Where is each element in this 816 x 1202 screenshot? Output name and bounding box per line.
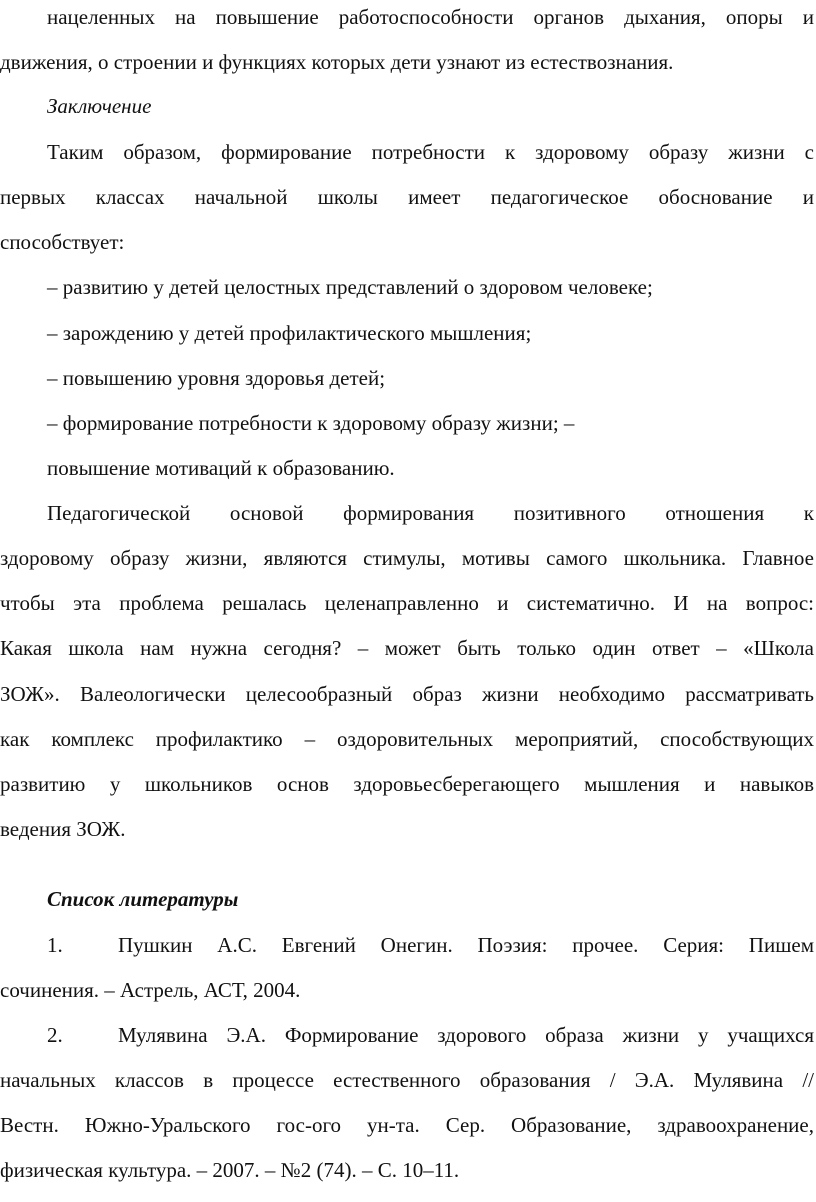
reference-text-line: начальных классов в процессе естественного образования / Э.А. Мулявина //	[0, 1068, 814, 1092]
list-item: – формирование потребности к здоровому образу жизни; –	[47, 411, 575, 435]
body-text-line: способствует:	[0, 230, 125, 254]
list-item: – повышению уровня здоровья детей;	[47, 366, 386, 390]
body-text-line: ведения ЗОЖ.	[0, 817, 126, 841]
references-heading: Список литературы	[47, 887, 239, 911]
body-text-line: Какая школа нам нужна сегодня? – может быть только один ответ – «Школа	[0, 636, 814, 660]
body-text-line: чтобы эта проблема решалась целенаправленно и систематично. И на вопрос:	[0, 591, 814, 615]
reference-text-line: Пушкин А.С. Евгений Онегин. Поэзия: прочее. Серия: Пишем	[118, 933, 814, 957]
body-text-line: ЗОЖ». Валеологически целесообразный образ жизни необходимо рассматривать	[0, 682, 814, 706]
reference-text-line: физическая культура. – 2007. – №2 (74). – С. 10–11.	[0, 1158, 460, 1182]
reference-text-line: Мулявина Э.А. Формирование здорового образа жизни у учащихся	[118, 1023, 814, 1047]
body-text-line: здоровому образу жизни, являются стимулы, мотивы самого школьника. Главное	[0, 546, 814, 570]
body-text-line: развитию у школьников основ здоровьесберегающего мышления и навыков	[0, 772, 814, 796]
body-text-line: нацеленных на повышение работоспособности органов дыхания, опоры и	[47, 5, 814, 29]
list-item: – развитию у детей целостных представлений о здоровом человеке;	[47, 275, 653, 299]
reference-text-line: сочинения. – Астрель, АСТ, 2004.	[0, 978, 301, 1002]
list-item: повышение мотиваций к образованию.	[47, 456, 395, 480]
body-text-line: как комплекс профилактико – оздоровительных мероприятий, способствующих	[0, 727, 814, 751]
body-text-line: движения, о строении и функциях которых дети узнают из естествознания.	[0, 50, 674, 74]
reference-text-line: Вестн. Южно-Уральского гос-ого ун-та. Сер. Образование, здравоохранение,	[0, 1113, 814, 1137]
reference-number: 1.	[47, 933, 63, 957]
body-text-line: Таким образом, формирование потребности к здоровому образу жизни с	[47, 140, 814, 164]
list-item: – зарождению у детей профилактического мышления;	[47, 321, 532, 345]
reference-number: 2.	[47, 1023, 63, 1047]
body-text-line: Педагогической основой формирования позитивного отношения к	[47, 501, 814, 525]
section-heading-conclusion: Заключение	[47, 94, 152, 118]
body-text-line: первых классах начальной школы имеет педагогическое обоснование и	[0, 185, 814, 209]
